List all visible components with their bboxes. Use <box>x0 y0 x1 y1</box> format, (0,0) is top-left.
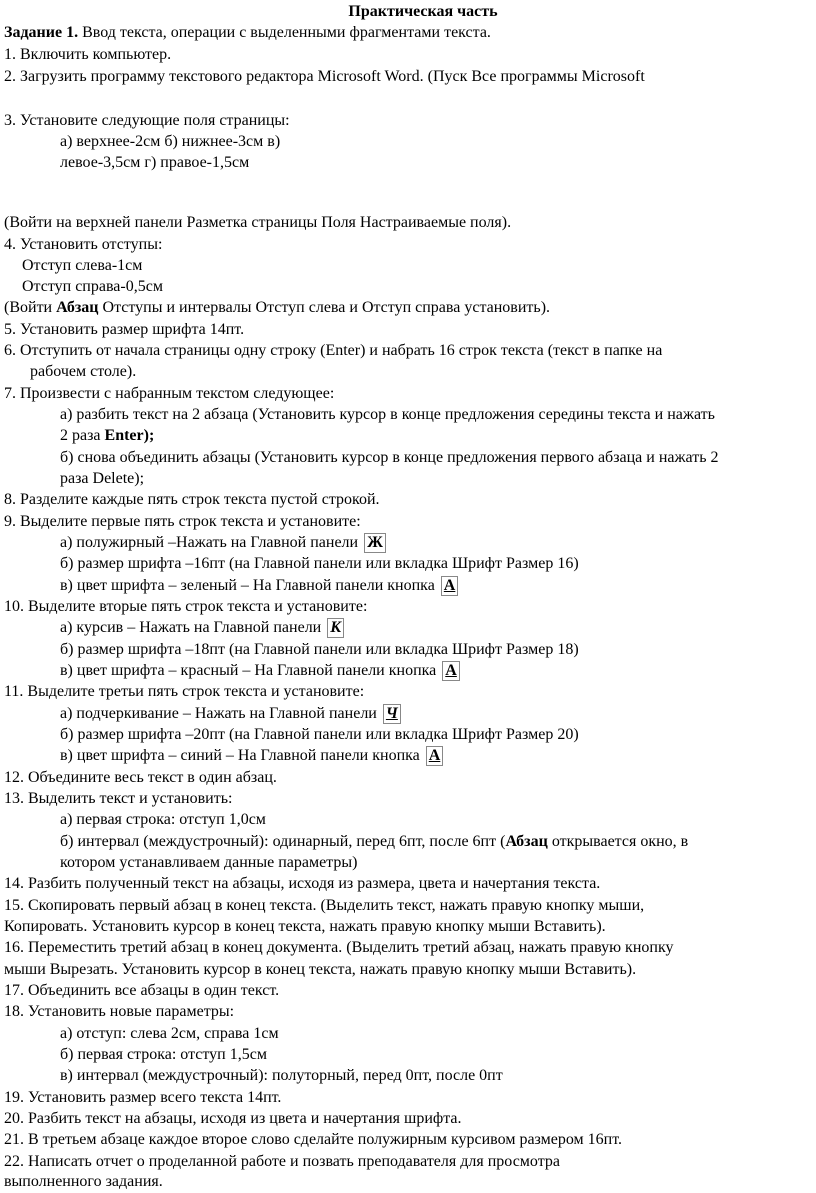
step-3-a: а) верхнее-2см б) нижнее-3см в) <box>60 133 281 150</box>
step-19: 19. Установить размер всего текста 14пт. <box>4 1089 282 1106</box>
step-11-a <box>60 703 401 725</box>
step-16-cont: мыши Вырезать. Установить курсор в конец текста, нажать правую кнопку мыши Вставить). <box>4 961 637 978</box>
step-13-b-bold: Абзац <box>505 833 548 850</box>
step-18-a: а) отступ: слева 2см, справа 1см <box>60 1025 279 1042</box>
step-11-b: б) размер шрифта –20пт (на Главной панели или вкладка Шрифт Размер 20) <box>60 726 579 743</box>
step-18-c: в) интервал (междустрочный): полуторный, перед 0пт, после 0пт <box>60 1067 503 1084</box>
step-9-b: б) размер шрифта –16пт (на Главной панели или вкладка Шрифт Размер 16) <box>60 555 579 572</box>
step-13-b-post: открывается окно, в <box>547 833 689 850</box>
step-10-a <box>60 617 344 639</box>
step-16: 16. Переместить третий абзац в конец документа. (Выделить третий абзац, нажать правую кнопку <box>4 939 674 956</box>
step-7: 7. Произвести с набранным текстом следующее: <box>4 385 335 402</box>
task-label: Задание 1. <box>4 24 79 41</box>
step-22: 22. Написать отчет о проделанной работе и позвать преподавателя для просмотра <box>4 1153 560 1170</box>
page-title: Практическая часть <box>348 3 498 20</box>
step-12: 12. Объедините весь текст в один абзац. <box>4 769 277 786</box>
step-10-b: б) размер шрифта –18пт (на Главной панели или вкладка Шрифт Размер 18) <box>60 641 579 658</box>
step-22-cont: выполненного задания. <box>4 1173 163 1190</box>
step-4-a: Отступ слева-1см <box>22 257 143 274</box>
step-10-c-text: в) цвет шрифта – красный – На Главной панели кнопка <box>60 662 437 679</box>
step-4-note-pre: (Войти <box>4 299 57 316</box>
step-4-note-post: Отступы и интервалы Отступ слева и Отступ справа установить). <box>98 299 551 316</box>
font-color-button-icon: A <box>426 746 444 766</box>
step-18-b: б) первая строка: отступ 1,5см <box>60 1046 267 1063</box>
step-13-a: а) первая строка: отступ 1,0см <box>60 811 266 828</box>
step-21: 21. В третьем абзаце каждое второе слово сделайте полужирным курсивом размером 16пт. <box>4 1131 623 1148</box>
step-15-cont: Копировать. Установить курсор в конец текста, нажать правую кнопку мыши Вставить). <box>4 918 606 935</box>
step-7-b: б) снова объединить абзацы (Установить курсор в конце предложения первого абзаца и нажать 2 <box>60 449 719 466</box>
step-13-b <box>60 831 688 853</box>
step-18: 18. Установить новые параметры: <box>4 1003 235 1020</box>
step-13-b-cont: котором устанавливаем данные параметры) <box>60 854 358 871</box>
step-5: 5. Установить размер шрифта 14пт. <box>4 321 245 338</box>
step-17: 17. Объединить все абзацы в один текст. <box>4 982 280 999</box>
step-9-c-text: в) цвет шрифта – зеленый – На Главной панели кнопка <box>60 577 435 594</box>
step-9-a-text: а) полужирный –Нажать на Главной панели <box>60 534 359 551</box>
step-6: 6. Отступить от начала страницы одну строку (Enter) и набрать 16 строк текста (текст в папке на <box>4 342 663 359</box>
step-3-b: левое-3,5см г) правое-1,5см <box>60 154 250 171</box>
step-10-c <box>60 660 460 682</box>
step-13: 13. Выделить текст и установить: <box>4 790 233 807</box>
step-14: 14. Разбить полученный текст на абзацы, исходя из размера, цвета и начертания текста. <box>4 875 601 892</box>
step-9-a <box>60 532 386 554</box>
bold-button-icon: Ж <box>364 533 386 553</box>
step-20: 20. Разбить текст на абзацы, исходя из цвета и начертания шрифта. <box>4 1110 462 1127</box>
step-4-note <box>4 297 550 319</box>
step-7-a: а) разбить текст на 2 абзаца (Установить курсор в конце предложения середины текста и нажать <box>60 406 715 423</box>
step-8: 8. Разделите каждые пять строк текста пустой строкой. <box>4 491 380 508</box>
step-1: 1. Включить компьютер. <box>4 46 172 63</box>
step-3-note: (Войти на верхней панели Разметка страницы Поля Настраиваемые поля). <box>4 214 512 231</box>
step-11-a-text: а) подчеркивание – Нажать на Главной панели <box>60 705 377 722</box>
step-13-b-pre: б) интервал (междустрочный): одинарный, перед 6пт, после 6пт ( <box>60 833 506 850</box>
step-10-a-text: а) курсив – Нажать на Главной панели <box>60 619 322 636</box>
step-7-a-cont-bold: Enter); <box>104 427 155 444</box>
step-4-b: Отступ справа-0,5см <box>22 278 163 295</box>
italic-button-icon: К <box>327 618 344 638</box>
step-4-note-bold: Абзац <box>56 299 99 316</box>
step-11-c-text: в) цвет шрифта – синий – На Главной панели кнопка <box>60 747 420 764</box>
task-heading <box>4 22 491 44</box>
font-color-button-icon: A <box>441 576 459 596</box>
step-9-c <box>60 575 458 597</box>
step-15: 15. Скопировать первый абзац в конец текста. (Выделить текст, нажать правую кнопку мыши, <box>4 897 645 914</box>
step-9: 9. Выделите первые пять строк текста и установите: <box>4 513 361 530</box>
step-11: 11. Выделите третьи пять строк текста и установите: <box>4 683 365 700</box>
step-7-a-cont <box>60 425 154 447</box>
step-4: 4. Установить отступы: <box>4 236 163 253</box>
step-7-b-cont: раза Delete); <box>60 470 145 487</box>
step-11-c <box>60 745 443 767</box>
step-6-cont: рабочем столе). <box>30 363 137 380</box>
step-7-a-cont-pre: 2 раза <box>60 427 105 444</box>
font-color-button-icon: A <box>442 661 460 681</box>
step-2: 2. Загрузить программу текстового редактора Microsoft Word. (Пуск Все программы Microsoft <box>4 68 645 85</box>
task-text: Ввод текста, операции с выделенными фрагментами текста. <box>78 24 491 41</box>
underline-button-icon: Ч <box>383 704 401 724</box>
step-10: 10. Выделите вторые пять строк текста и установите: <box>4 598 368 615</box>
step-3: 3. Установите следующие поля страницы: <box>4 112 290 129</box>
